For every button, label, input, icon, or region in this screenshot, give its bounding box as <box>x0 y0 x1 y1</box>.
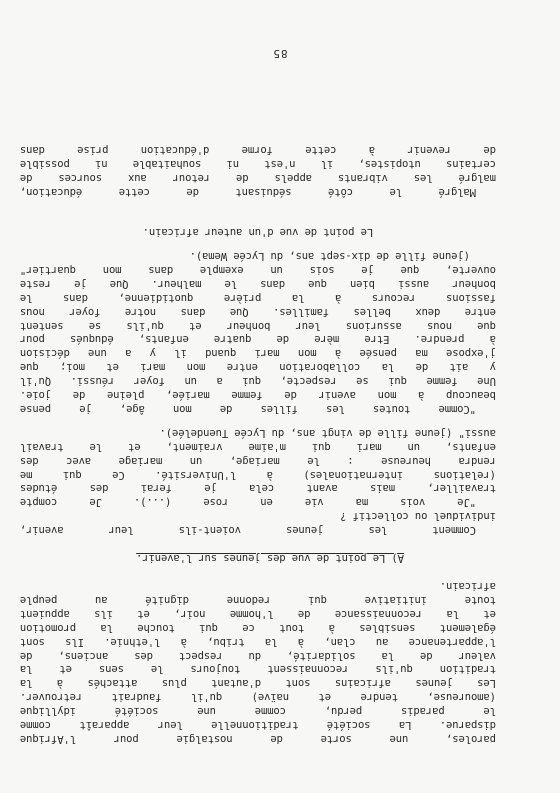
text-line: paroles, une sorte de nostalgie pour l'Afrique <box>20 733 496 745</box>
text-line: j'expose ma pensée à mon mari quand il y a une décision <box>20 347 496 360</box>
text-line: et la reconnaissance de l'homme noir, et ils appuient <box>20 607 496 620</box>
text-line: Une femme qui se respecte, qui a un foyer réussi. Qu'il <box>20 375 496 388</box>
section-heading: A) Le point de vue des jeunes sur l'avenir. <box>136 552 404 565</box>
text-line: certains utopistes, il n'est ni souhaitable ni possible <box>20 158 496 171</box>
text-line: toute initiative qui redonne dignité au peuple <box>20 593 496 606</box>
intro-paragraph <box>20 578 496 745</box>
text-line: (relations internationales) à l'Université. Ce qui me <box>20 468 496 481</box>
text-line: l'appartenance au clan, à la tribu, à l'ethnie. Ils sont <box>20 635 496 648</box>
text-line: malgré les vibrants appels de retour aux sources de <box>20 172 496 185</box>
text-line: également sensibles à tout ce qui touche la promotion <box>20 621 496 634</box>
text-line: le paradis perdu, comme une société idyllique <box>20 705 496 718</box>
text-line: de revenir à cette forme d'éducation prise dans <box>20 144 496 157</box>
text-line: rendra heureuse : le mariage, un mariage avec des <box>20 454 496 467</box>
body-text <box>20 143 496 745</box>
text-line: que nous assurions leur bonheur et qu'ils se sentent <box>20 319 496 332</box>
text-line: individuel ou collectif ? <box>340 510 496 523</box>
text-line: valeur de la solidarité, du respect des anciens, de <box>20 649 496 662</box>
text-line: Les jeunes africains sont d'autant plus attachés à la <box>20 677 496 690</box>
text-line: ouverte, que je sois un exemple dans mon quartier" <box>20 263 496 276</box>
text-line: bonheur aussi bien que dans le malheur. Que je reste <box>20 277 496 290</box>
text-line: tradition qu'ils reconnaissent toujours le sens et la <box>20 663 496 676</box>
text-line: africain. <box>439 580 496 593</box>
text-line: y ait de la collaboration entre mon mari et moi; que <box>20 361 496 374</box>
question-paragraph <box>20 508 496 536</box>
text-line: "Je vois ma vie en rose (...). Je compte <box>20 496 476 509</box>
text-line: fassions recours à la prière quotidienne, dans le <box>20 291 496 304</box>
text-line: à prendre. Etre mère de quatre enfants, éduqués pour <box>20 333 496 346</box>
text-line: enfants, un mari qui m'aime vraiment, et le travail <box>20 440 496 453</box>
quote-paragraph-1 <box>20 425 496 508</box>
subheading: Le point de vue d'un auteur africain. <box>142 226 374 239</box>
text-line: "Comme toutes les filles de mon âge, je pense <box>20 402 476 415</box>
quote-paragraph-2 <box>20 248 496 415</box>
text-line: disparue. La société traditionnelle leur apparaît comme <box>20 719 496 732</box>
text-line: (jeune fille de dix-sept ans, du Lycée Wema). <box>189 250 470 262</box>
text-line: Malgré le côté séduisant de cette éducation, <box>20 186 476 199</box>
text-line: travailler, mais avant cela je ferai des études <box>20 482 496 495</box>
text-line: entre deux belles familles. Que dans notre foyer nous <box>20 305 496 318</box>
text-line: (amoureuse, tendre et naïve) qu'il faudrait retrouver. <box>20 691 496 704</box>
text-line: aussi" (jeune fille de vingt ans, du Lycée Tuendelée). <box>159 426 496 439</box>
text-line: Comment les jeunes voient-ils leur avenir, <box>20 524 476 537</box>
closing-paragraph <box>20 143 496 199</box>
page-number: 85 <box>272 47 288 60</box>
text-line: beaucoup à mon avenir de femme mariée, pleine de joie. <box>20 389 496 402</box>
